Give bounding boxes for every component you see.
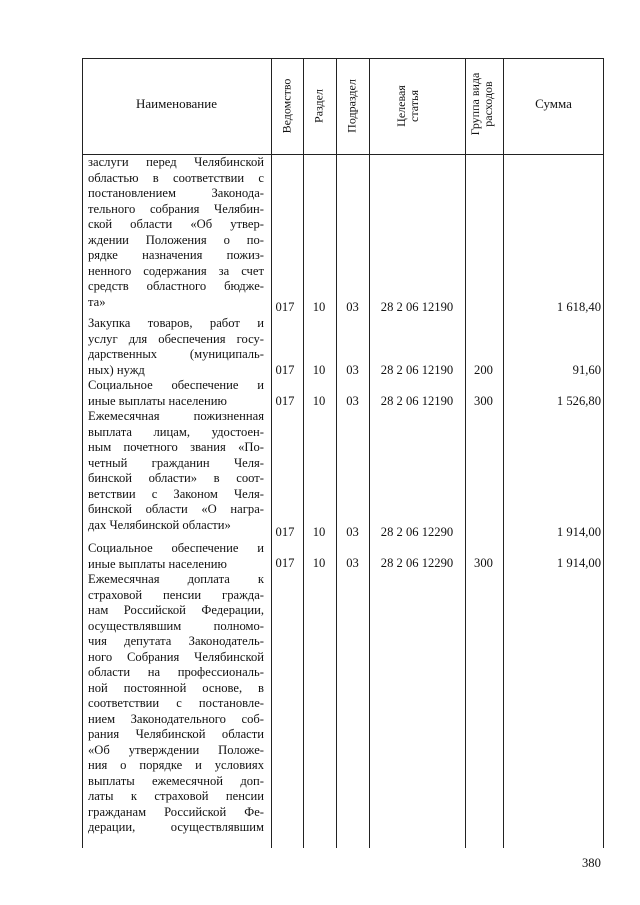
row-1-vedomstvo: 017 [275, 300, 295, 314]
header-summa: Сумма [535, 96, 572, 111]
table-border-top [82, 58, 604, 59]
row-4-summa: 1 914,00 [556, 525, 601, 539]
desc-line: Социальное обеспечение и [88, 541, 264, 555]
row-5-description [88, 541, 264, 572]
header-podrazdel: Подраздел [344, 79, 359, 133]
desc-line: области на профессиональ- [88, 665, 264, 679]
row-3-summa: 1 526,80 [556, 394, 601, 408]
row-4-celevaya: 28 2 06 12290 [380, 525, 454, 539]
desc-line: ных) нужд [88, 362, 145, 377]
desc-line: бинской области» в соот- [88, 471, 264, 485]
header-celevaya-line1: Целевая [394, 85, 408, 127]
row-4-description [88, 409, 264, 533]
header-name: Наименование [136, 96, 217, 111]
column-divider [369, 58, 370, 848]
desc-line: гражданам Российской Фе- [88, 804, 264, 819]
desc-line: средств областного бюдже- [88, 279, 264, 293]
desc-line: заслуги перед Челябинской [88, 155, 264, 169]
desc-line: четный гражданин Челя- [88, 455, 264, 470]
desc-line: выплата лицам, удостоен- [88, 424, 264, 439]
row-4-razdel: 10 [312, 525, 326, 539]
desc-line: выплаты ежемесячной доп- [88, 773, 264, 788]
desc-line: та» [88, 294, 106, 309]
desc-line: тельного собрания Челябин- [88, 201, 264, 216]
row-5-summa: 1 914,00 [556, 556, 601, 570]
row-5-vedomstvo: 017 [275, 556, 295, 570]
row-5-gruppa: 300 [474, 556, 493, 570]
row-4-podrazdel: 03 [346, 525, 359, 539]
header-gruppa [469, 73, 495, 136]
row-3-description [88, 378, 264, 409]
row-5-razdel: 10 [312, 556, 326, 570]
row-3-podrazdel: 03 [346, 394, 359, 408]
desc-line: соответствии с постановле- [88, 696, 264, 710]
row-4-vedomstvo: 017 [275, 525, 295, 539]
column-divider [503, 58, 504, 848]
row-6-description [88, 572, 264, 836]
header-vedomstvo: Ведомство [279, 78, 294, 134]
page-number: 380 [582, 856, 601, 870]
desc-line: чия депутата Законодатель- [88, 634, 264, 648]
desc-line: дах Челябинской области» [88, 517, 231, 532]
row-2-podrazdel: 03 [346, 363, 359, 377]
desc-line: «Об утверждении Положе- [88, 742, 264, 757]
header-celevaya [395, 85, 421, 127]
row-2-summa: 91,60 [572, 363, 601, 377]
desc-line: областью в соответствии с [88, 170, 264, 185]
desc-line: рания Челябинской области [88, 727, 264, 741]
header-celevaya-line2: статья [407, 90, 421, 122]
desc-line: постановлением Законода- [88, 186, 264, 200]
row-1-razdel: 10 [312, 300, 326, 314]
row-3-gruppa: 300 [474, 394, 493, 408]
desc-line: ного Собрания Челябинской [88, 649, 264, 664]
desc-line: осуществлявшим полномо- [88, 618, 264, 633]
desc-line: иные выплаты населению [88, 556, 227, 571]
row-2-description [88, 316, 264, 378]
desc-line: нием Законодательного соб- [88, 711, 264, 726]
header-gruppa-line2: расходов [481, 81, 495, 127]
desc-line: Социальное обеспечение и [88, 378, 264, 392]
row-5-celevaya: 28 2 06 12290 [380, 556, 454, 570]
desc-line: Закупка товаров, работ и [88, 316, 264, 330]
desc-line: ния о порядке и условиях [88, 758, 264, 772]
desc-line: ным почетного звания «По- [88, 440, 264, 454]
row-3-vedomstvo: 017 [275, 394, 295, 408]
desc-line: ненного содержания за счет [88, 263, 264, 278]
column-divider [303, 58, 304, 848]
row-1-description [88, 155, 264, 310]
desc-line: латы к страховой пенсии [88, 789, 264, 803]
row-2-vedomstvo: 017 [275, 363, 295, 377]
desc-line: ждении Положения о по- [88, 232, 264, 247]
row-1-summa: 1 618,40 [556, 300, 601, 314]
row-2-razdel: 10 [312, 363, 326, 377]
budget-table [82, 58, 604, 848]
desc-line: иные выплаты населению [88, 393, 227, 408]
desc-line: ной постоянной основе, в [88, 680, 264, 695]
header-gruppa-line1: Группа вида [468, 72, 482, 136]
desc-line: бинской области «О награ- [88, 502, 264, 516]
row-1-celevaya: 28 2 06 12190 [380, 300, 454, 314]
desc-line: дерации, осуществлявшим [88, 820, 264, 834]
row-3-celevaya: 28 2 06 12190 [380, 394, 454, 408]
desc-line: дарственных (муниципаль- [88, 347, 264, 361]
desc-line: ской области «Об утвер- [88, 217, 264, 231]
row-1-podrazdel: 03 [346, 300, 359, 314]
column-divider [465, 58, 466, 848]
desc-line: ветствии с Законом Челя- [88, 486, 264, 501]
row-2-gruppa: 200 [474, 363, 493, 377]
table-border-left [82, 58, 83, 848]
column-divider [271, 58, 272, 848]
header-razdel: Раздел [311, 89, 326, 123]
row-3-razdel: 10 [312, 394, 326, 408]
table-border-right [603, 58, 604, 848]
desc-line: страховой пенсии гражда- [88, 587, 264, 602]
desc-line: услуг для обеспечения госу- [88, 331, 264, 346]
row-5-podrazdel: 03 [346, 556, 359, 570]
desc-line: Ежемесячная доплата к [88, 572, 264, 586]
row-2-celevaya: 28 2 06 12190 [380, 363, 454, 377]
column-divider [336, 58, 337, 848]
desc-line: рядке назначения пожиз- [88, 248, 264, 262]
desc-line: Ежемесячная пожизненная [88, 409, 264, 423]
desc-line: нам Российской Федерации, [88, 603, 264, 617]
